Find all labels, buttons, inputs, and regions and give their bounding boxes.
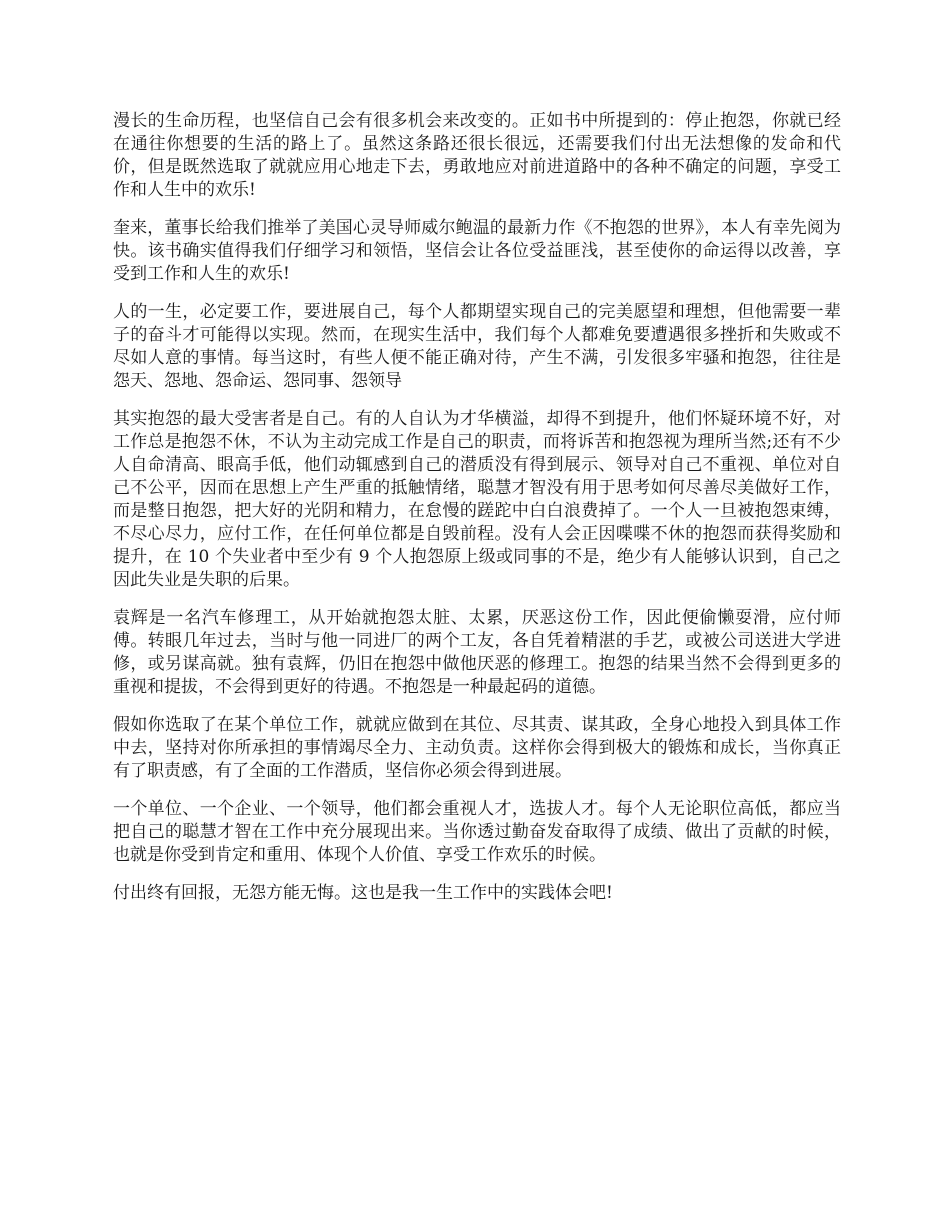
- paragraph-5: 袁辉是一名汽车修理工，从开始就抱怨太脏、太累，厌恶这份工作，因此便偷懒耍滑，应付师傅。转眼几年过去，当时与他一同进厂的两个工友，各自凭着精湛的手艺，或被公司送进大学进修，或另谋高就。独有袁辉，仍旧在抱怨中做他厌恶的修理工。抱怨的结果当然不会得到更多的重视和提拔，不会得到更好的待遇。不抱怨是一种最起码的道德。: [113, 608, 841, 697]
- document-body: [113, 110, 841, 920]
- paragraph-7: 一个单位、一个企业、一个领导，他们都会重视人才，选拔人才。每个人无论职位高低，都应当把自己的聪慧才智在工作中充分展现出来。当你透过勤奋发奋取得了成绩、做出了贡献的时候，也就是你受到肯定和重用、体现个人价值、享受工作欢乐的时候。: [113, 799, 841, 865]
- paragraph-6: 假如你选取了在某个单位工作，就就应做到在其位、尽其责、谋其政，全身心地投入到具体工作中去，坚持对你所承担的事情竭尽全力、主动负责。这样你会得到极大的锻炼和成长，当你真正有了职责感，有了全面的工作潜质，坚信你必须会得到进展。: [113, 715, 841, 781]
- paragraph-3: 人的一生，必定要工作，要进展自己，每个人都期望实现自己的完美愿望和理想，但他需要一辈子的奋斗才可能得以实现。然而，在现实生活中，我们每个人都难免要遭遇很多挫折和失败或不尽如人意的事情。每当这时，有些人便不能正确对待，产生不满，引发很多牢骚和抱怨，往往是怨天、怨地、怨命运、怨同事、怨领导: [113, 302, 841, 391]
- paragraph-2: 奎来，董事长给我们推举了美国心灵导师威尔鲍温的最新力作《不抱怨的世界》，本人有幸先阅为快。该书确实值得我们仔细学习和领悟，坚信会让各位受益匪浅，甚至使你的命运得以改善，享受到工作和人生的欢乐!: [113, 218, 841, 284]
- paragraph-1: 漫长的生命历程，也坚信自己会有很多机会来改变的。正如书中所提到的：停止抱怨，你就已经在通往你想要的生活的路上了。虽然这条路还很长很远，还需要我们付出无法想像的发命和代价，但是既然选取了就就应用心地走下去，勇敢地应对前进道路中的各种不确定的问题，享受工作和人生中的欢乐!: [113, 111, 841, 200]
- paragraph-8: 付出终有回报，无怨方能无悔。这也是我一生工作中的实践体会吧!: [113, 883, 613, 903]
- paragraph-4: 其实抱怨的最大受害者是自己。有的人自认为才华横溢，却得不到提升，他们怀疑环境不好，对工作总是抱怨不休，不认为主动完成工作是自己的职责，而将诉苦和抱怨视为理所当然;还有不少人自命清高、眼高手低，他们动辄感到自己的潜质没有得到展示、领导对自己不重视、单位对自己不公平，因而在思想上产生严重的抵触情绪，聪慧才智没有用于思考如何尽善尽美做好工作，而是整日抱怨，把大好的光阴和精力，在怠慢的蹉跎中白白浪费掉了。一个人一旦被抱怨束缚，不尽心尽力，应付工作，在任何单位都是自毁前程。没有人会正因喋喋不休的抱怨而获得奖励和提升，在 10 个失业者中至少有 9 个人抱怨原上级或同事的不是，绝少有人能够认识到，自己之因此失业是失职的后果。: [113, 409, 841, 590]
